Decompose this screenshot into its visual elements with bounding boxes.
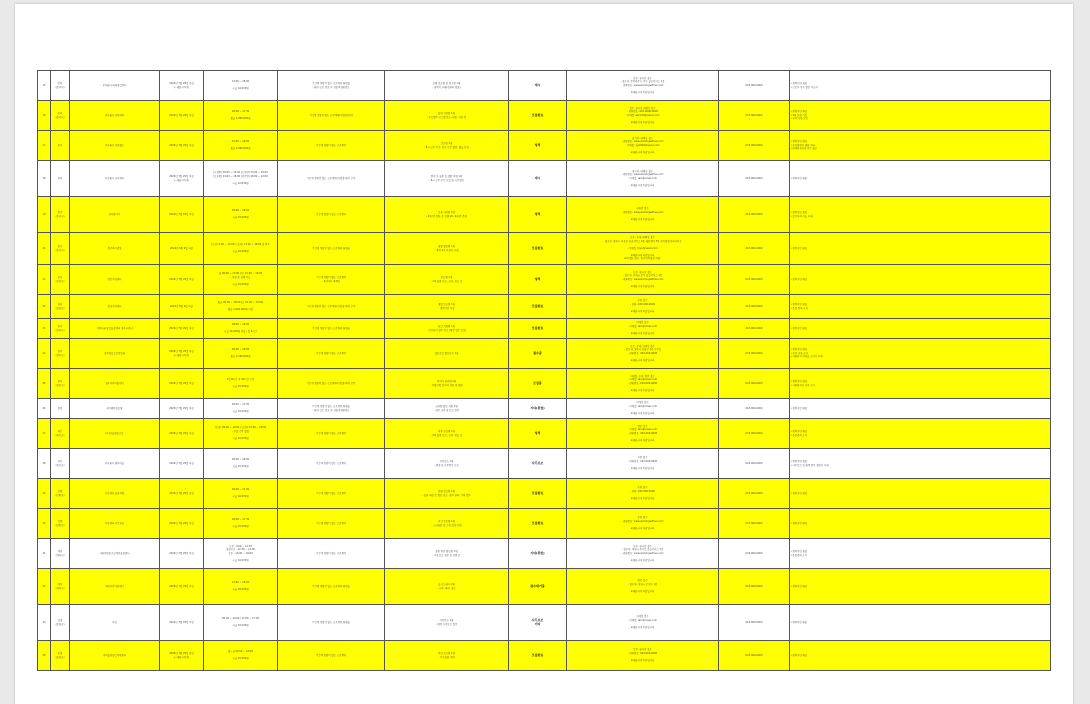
row-period: 2024년 7월 29일 마감 <box>160 509 204 539</box>
row-status: 모집완료 <box>509 295 567 319</box>
row-position: 방과 후 돌봄 및 생활 지원 1명 - 8시 근무 주간 요일 및 시간협의 <box>385 161 509 197</box>
row-contact: 이메일 접수 - 이메일: abc@naver.com ※채용시에 마감됩니다 <box>567 605 719 641</box>
row-status: 성적 <box>509 265 567 295</box>
row-hours: 월금 09:00 ~ 18:00 (토 10:00 ~ 13:00) 월급 1,900,000원 이상 <box>204 295 278 319</box>
row-period: 2024년 7월 29일 마감 (~채용시까지) <box>160 161 204 197</box>
row-note: •경력자만 채용 •사무보조 및 회계 업무 경험자 우대 <box>790 449 1051 479</box>
job-listing-table <box>37 70 1051 671</box>
row-contact: 접수, 잠시만 대해성 접수 - 전화번호: 043-0000-0000 - 이메일: abc123@naver.com ※채용시에 마감됩니다 <box>567 101 719 131</box>
row-hours: 09:00 ~ 18:00 월급 2,100,000원 <box>204 339 278 369</box>
row-number: 15 <box>38 71 51 101</box>
row-status: 사무보조 기타 <box>509 605 567 641</box>
row-position: 급식 조리사 1명 - 조리, 배식, 청소 <box>385 569 509 605</box>
row-position: 교육원 활동 지원 1명 - 전문 교육 및 보조 업무 <box>385 399 509 419</box>
row-hours: 월~금 09:00 ~ 18:00 시급 10,030원 <box>204 641 278 671</box>
table-row <box>38 101 1051 131</box>
row-number: 24 <box>38 339 51 369</box>
row-organization: 제천지역자활센터 <box>70 569 160 605</box>
row-hours: 13:00 ~ 18:00 시급 10,030원 <box>204 71 278 101</box>
row-phone: 043-000-0000 <box>719 369 790 399</box>
row-period: 2024년 7월 29일 마감 <box>160 131 204 161</box>
row-number: 33 <box>38 605 51 641</box>
row-contract: 기간제 정황의 없는 근로계약 회원들 <box>278 569 385 605</box>
row-period: 2024년 7월 29일 마감 <box>160 319 204 339</box>
row-contact: 이메일 접수 - 이메일: abc@naver.com ※채용시에 마감됩니다 <box>567 399 719 419</box>
row-contract: 기간제 정황의 없는 근로계약 회원들 - 회차 근로 만료 후 상용직전환검토 <box>278 399 385 419</box>
row-contact: 보은, 우체, 대해성 접수 - 접수처: 충주시 주우로 공공서비스 4층 대응센터 3층 전자결재 관리사무소 - 이메일: hiyo@naver.com ※채용시에 마감됩니다 ※이메일: 발신 ‘충주하이생협 지원’ <box>567 233 719 265</box>
row-phone: 043-000-0000 <box>719 265 790 295</box>
table-row <box>38 369 1051 399</box>
row-organization: 주민센터 주간보호 <box>70 509 160 539</box>
row-number: 17 <box>38 131 51 161</box>
row-position: 용역 자료원 1명 - 주요업무 시스템 보조, 대응, 서류 업 <box>385 101 509 131</box>
row-contact: 우편 접수 - 전화: 043-000-0000 ※채용시에 마감됩니다 <box>567 479 719 509</box>
row-organization: 사회적협동조합제천돌봄센터 <box>70 539 160 569</box>
row-number: 30 <box>38 509 51 539</box>
row-note: •경력자만 채용 <box>790 319 1051 339</box>
row-period: 2024년 7월 29일 마감 (~채용시까지) <box>160 641 204 671</box>
row-position: 보육 자료원 1명 - 4세 반 정원, 총 인원 20, 4세 반 운영 <box>385 197 509 233</box>
table-row <box>38 197 1051 233</box>
row-contract: 기간제 정황의 없는 근로계약 <box>278 339 385 369</box>
row-period: 2024년 7월 29일 마감 <box>160 479 204 509</box>
row-region: 제천 (제천시) <box>51 569 70 605</box>
row-period: 2024년 7월 29일 마감 <box>160 101 204 131</box>
row-note: •경력자만 채용 •보건자격 가능 우대 <box>790 197 1051 233</box>
row-status: 모집완료 <box>509 479 567 509</box>
row-status: 모집완료 <box>509 233 567 265</box>
table-row <box>38 539 1051 569</box>
row-contract: 기간제 정황의 없는 근로계약 <box>278 131 385 161</box>
row-number: 34 <box>38 641 51 671</box>
row-region: 충북 <box>51 399 70 419</box>
row-hours: 09:00 ~ 17:30 시급 10,030원 <box>204 399 278 419</box>
row-contact: 이메일 접수 - 이메일: abc@naver.com ※채용시에 마감됩니다 <box>567 319 719 339</box>
row-note: •경력자만 채용 •운전면허 소지 <box>790 539 1051 569</box>
row-phone: 043-000-0000 <box>719 295 790 319</box>
row-contact: 우편 접수 - 전화번호: 043-000-0000 ※채용시에 마감됩니다 <box>567 449 719 479</box>
row-region: 진천 (진천군) <box>51 295 70 319</box>
row-hours: (오전반) 09:00 ~ 13:00 (오후반) 13:00 ~ 18:00 (오후반) 14:00 ~ 18:00 (야간반) 18:00 ~ 22:00 시급 10,030원 <box>204 161 278 197</box>
row-contract: 기간제 정황의 없는 근로계약 <box>278 509 385 539</box>
row-region: 괴산 (괴산군) <box>51 419 70 449</box>
row-phone: 043-000-0000 <box>719 449 790 479</box>
row-position: 세부 보조원 1명 - 4세 돌봄 보조, 요리, 청소 등 <box>385 419 509 449</box>
row-contact: 보은, 잠시만 접수 - 접수처: 진천군 주우 공공서비스 1층 - 전화번호: www.workingwithus.or.kr ※채용시에 마감됩니다 <box>567 265 719 295</box>
row-number: 16 <box>38 101 51 131</box>
row-hours: 09:00 ~ 18:00 시급 10,030원 <box>204 197 278 233</box>
row-number: 28 <box>38 449 51 479</box>
row-status: 모집완료 <box>509 641 567 671</box>
row-period: 2024년 8월 9일 마감 <box>160 295 204 319</box>
row-position: 사무보조 1명 - 행정 사무보조 업무 <box>385 605 509 641</box>
row-hours: 08:00 ~ 10:00 / 15:00 ~ 17:00 시급 10,030원 <box>204 605 278 641</box>
row-contact: 보은, 잠시만 접수 - 접수처: 제천시 주우로 공공서비스 1층 - 전화번호: www.workingwithus.or.kr ※채용시에 마감됩니다 <box>567 539 719 569</box>
row-hours: 09:00 ~ 17:30 월급 1,850,000원 <box>204 101 278 131</box>
table-row <box>38 295 1051 319</box>
row-period: 2024년 7월 29일 마감 <box>160 449 204 479</box>
row-contract: 기간제 정황의 없는 근무계약 <box>278 419 385 449</box>
row-note: •경력자만 채용 •사회복지사 자격 소지 <box>790 369 1051 399</box>
row-contract: 기간제 정황의 없는 근로계약 <box>278 449 385 479</box>
row-contact: 보은, 우체, 이메일 접수 - 접수처: 청주시 상당구 1층 사무실 - 전화번호: 043-000-0000 ※채용시에 마감됩니다 <box>567 339 719 369</box>
row-organization: 주식회사 리빙케어 <box>70 101 160 131</box>
table-row <box>38 131 1051 161</box>
row-phone: 043-000-0000 <box>719 479 790 509</box>
table-row <box>38 479 1051 509</box>
row-phone: 043-000-0000 <box>719 509 790 539</box>
row-period: 2024년 7월 29일 마감 (~채용시까지) <box>160 71 204 101</box>
row-number: 22 <box>38 295 51 319</box>
row-phone: 043-000-0000 <box>719 419 790 449</box>
row-region: 제천 (제천시) <box>51 539 70 569</box>
row-status: 게시 <box>509 71 567 101</box>
row-contract: 기간제 정황의 없는 근로계약 <box>278 479 385 509</box>
row-hours: (오전) 9:00 ~ 12:00 / (오후) 13:00 ~ 18:00 중 택 1 시급 10,030원 <box>204 233 278 265</box>
row-period: 2024년 7월 29일 마감 <box>160 399 204 419</box>
row-contract: 기간제 정황의 없는 근로계약 - 1년마다 재계약 <box>278 265 385 295</box>
row-number: 19 <box>38 197 51 233</box>
row-region: 진천 (진천군) <box>51 265 70 295</box>
row-status: 성적 <box>509 197 567 233</box>
table-row <box>38 605 1051 641</box>
row-number: 29 <box>38 479 51 509</box>
row-note: •경력자만 채용 <box>790 233 1051 265</box>
row-number: 31 <box>38 539 51 569</box>
row-region: 청주 (청주시) <box>51 319 70 339</box>
row-phone: 043-000-0000 <box>719 399 790 419</box>
row-position: 간호원 1명 - 8시 근무 주간, 야간 근무 없음, 월급 보장 <box>385 131 509 161</box>
row-contract: 기간제 정황의 없는 근로계약 회원들 <box>278 233 385 265</box>
row-position: 보조원 1명 - 4세 돌봄 보조, 요리, 청소 등 <box>385 265 509 295</box>
row-position: 주간 보호원 1명 - 노인돌봄 및 그외 일상 지원 <box>385 509 509 539</box>
row-note: •경력자만 채용 •운전면허 소지 <box>790 419 1051 449</box>
row-note: •경력자만 채용 <box>790 399 1051 419</box>
row-organization: 주식회사 온리케어 <box>70 161 160 197</box>
row-number: 27 <box>38 419 51 449</box>
row-position: 돌봄 전문 활동원 1명 - 아동보호 전문 및 지원 등 <box>385 539 509 569</box>
row-organization: 주민센터 돌봄지원 <box>70 479 160 509</box>
row-number: 23 <box>38 319 51 339</box>
row-period: 2024년 7월 29일 마감 (~채용시까지) <box>160 339 204 369</box>
row-number: 18 <box>38 161 51 197</box>
row-contact: 우편 접수 - 전화번호: www.workingwithus.or.kr ※채용시에 마감됩니다 <box>567 509 719 539</box>
row-number: 32 <box>38 569 51 605</box>
table-row <box>38 71 1051 101</box>
row-region: 충주 (충주시) <box>51 233 70 265</box>
row-note: •경력자만 채용 <box>790 479 1051 509</box>
row-region: 충북 (충주시) <box>51 71 70 101</box>
row-phone: 043-000-0000 <box>719 161 790 197</box>
row-status: 모집완료 <box>509 509 567 539</box>
row-contact: 전화만 접수 - 전화번호: www.workingwithus.or.kr ※채용시에 마감됩니다 <box>567 197 719 233</box>
row-hours: 07:00 ~ 16:00 월급 2,000,000원 <box>204 131 278 161</box>
row-region: 청주 (청주시) <box>51 339 70 369</box>
row-hours: 오전 : 9:00 ~ 12:30 점심시간 : 12:30 ~ 13:00 오후 : 13:00 ~ 18:00 시급 10,030원 <box>204 539 278 569</box>
row-contract: 기간제 정황의 없는 근로계약 <box>278 539 385 569</box>
row-position: 참여자 관리원 1명 - 자활사업 참여자 상담 및 행정 <box>385 369 509 399</box>
row-hours: 1일 8시간 주 40시간 근무 시급 10,030원 <box>204 369 278 399</box>
table-row <box>38 509 1051 539</box>
row-status: 성적 <box>509 131 567 161</box>
row-phone: 043-000-0000 <box>719 539 790 569</box>
row-contact: 방문 접수 - 접수처: 제천시 주우로 1층 ※채용시에 마감됩니다 <box>567 569 719 605</box>
row-contract: 기간제 정황의 없는 근로계약 회원들 <box>278 319 385 339</box>
row-note: •경력자만 채용 •운전 자격 소지 •사회복지 자격증 소지자 우대 <box>790 339 1051 369</box>
row-contract: 기간제 정황의 없는 근로계약 회원들 - 회차 근로 만료 후 상용직전환검토 <box>278 71 385 101</box>
table-row <box>38 419 1051 449</box>
row-number: 21 <box>38 265 51 295</box>
row-contract: 기간제 정황의 없는 근무계약 <box>278 197 385 233</box>
row-contact: 보은, 잠시만 접수 - 접수처: 충북충주시 주우 공공서비스 1층 - 전화번호: www.workingwithus.or.kr ※채용시에 마감됩니다 <box>567 71 719 101</box>
row-contract: 기간제 정황의 없는 근로계약 <box>278 641 385 671</box>
row-note: •경력자만 채용 <box>790 605 1051 641</box>
row-hours: 09:00 ~ 17:30 시급 10,030원 <box>204 479 278 509</box>
row-phone: 043-000-0000 <box>719 319 790 339</box>
row-note: •경력자만 채용 <box>790 641 1051 671</box>
table-row <box>38 339 1051 369</box>
row-phone: 043-000-0000 <box>719 71 790 101</box>
row-position: 생활 보조원 1명 - 경력 3년 이상 <box>385 295 509 319</box>
row-status: 기타(휴업) <box>509 399 567 419</box>
row-position: 전환 보조원 1명 - 돌봄 대상 등 활동 보조, 참여 관리, 기록 업무 <box>385 479 509 509</box>
row-region: 단양 (단양군) <box>51 479 70 509</box>
row-phone: 043-000-0000 <box>719 641 790 671</box>
row-phone: 043-000-0000 <box>719 197 790 233</box>
row-organization: 지역돌봄통합지원센터 <box>70 641 160 671</box>
row-note: •경력자만 채용 <box>790 569 1051 605</box>
row-position: 전담 보조원 1명 - 주간돌봄 지원 <box>385 641 509 671</box>
row-organization: 충주하이생협 <box>70 233 160 265</box>
row-note: •경력자만 채용 •근로자 연수 활동 가능자 <box>790 71 1051 101</box>
table-row <box>38 265 1051 295</box>
row-note: •경력자만 채용 <box>790 265 1051 295</box>
row-status: 성적 <box>509 419 567 449</box>
row-contact: 우편 접수 - 전화: 043-000-0000 ※채용시에 마감됩니다 <box>567 295 719 319</box>
row-period: 2024년 7월 29일 마감 <box>160 539 204 569</box>
row-organization: 생산지역센터 <box>70 265 160 295</box>
row-position: 생활 활동원 1명 - 경력 3년 이상자 우대 <box>385 233 509 265</box>
table-row <box>38 569 1051 605</box>
document-page <box>15 4 1073 704</box>
row-region: 증평 (증평군) <box>51 605 70 641</box>
row-position: 협동조합 활동보조 1명 <box>385 339 509 369</box>
row-organization: 음성지역센터 <box>70 295 160 319</box>
row-number: 25 <box>38 369 51 399</box>
row-status: 게시 <box>509 161 567 197</box>
row-organization: (주)마을협동조합 <box>70 419 160 449</box>
row-organization: 주식회사 대륙종합센터 <box>70 71 160 101</box>
row-region: 단양 (단양군) <box>51 509 70 539</box>
table-row <box>38 449 1051 479</box>
row-organization: (주)원더가 <box>70 197 160 233</box>
row-period: 2024년 7월 29일 마감 <box>160 265 204 295</box>
row-hours: 13:00 ~ 18:00 시급 10,030원 <box>204 569 278 605</box>
row-number: 26 <box>38 399 51 419</box>
row-organization: 주식회사 행복마을 <box>70 449 160 479</box>
row-region: 충주 <box>51 131 70 161</box>
row-contract: 기간제 정황의 없는 근로계약 회원들 <box>278 605 385 641</box>
row-hours: 09:00 ~ 18:00 시급 10,030원 이상 / 일 5시간 <box>204 319 278 339</box>
row-period: 2024년 7월 29일 마감 <box>160 569 204 605</box>
row-position: 전행 보조원 및 청소원 1명 - 경력자 우대(컴퓨터 활용) <box>385 71 509 101</box>
row-contact: 잠시만, 대해성 접수 - 전화번호: www.workingwithus.or.kr - 이메일: yg1000@naver.com ※채용시에 마감됩니다 <box>567 131 719 161</box>
row-status: 기타(휴업) <box>509 539 567 569</box>
row-organization: 부림 <box>70 605 160 641</box>
row-note: •경력자만 채용 •4대 보험 가입 •국적 사항 요망 <box>790 101 1051 131</box>
row-phone: 043-000-0000 <box>719 339 790 369</box>
table-row <box>38 319 1051 339</box>
row-organization: (주)행복한동행 <box>70 399 160 419</box>
row-contact: 이메일, 우편, 방문 접수 - 이메일: abc@naver.com - 전화번호: 043-000-0000 ※채용시에 마감됩니다 <box>567 369 719 399</box>
row-phone: 043-000-0000 <box>719 131 790 161</box>
row-period: 2024년 7월 29일 마감 <box>160 369 204 399</box>
row-contact: 방문 접수 - 이메일: abc@naver.com - 전화번호: 043-000-0000 ※채용시에 마감됩니다 <box>567 419 719 449</box>
row-phone: 043-000-0000 <box>719 569 790 605</box>
row-status: 접수중 <box>509 339 567 369</box>
row-contract: 기간제 정황의 없는 근로계약(사업장에서) 근무 <box>278 369 385 399</box>
row-period: 2024년 7월 29일 마감 <box>160 419 204 449</box>
row-hours: 09:00 ~ 18:00 시급 10,030원 <box>204 449 278 479</box>
row-organization: 청주지역자활센터 <box>70 369 160 399</box>
row-contract: 기간제 정황의 없는 근무계약(사업장에서) <box>278 101 385 131</box>
row-note: •경력자만 채용 •운전경력자 채용 우대 •화재안전교육 이수 필요 <box>790 131 1051 161</box>
row-region: 충북 <box>51 161 70 197</box>
row-period: 2024년 7월 29일 마감 <box>160 197 204 233</box>
row-period: 2024년 7월 29일 마감 <box>160 605 204 641</box>
row-phone: 043-000-0000 <box>719 101 790 131</box>
row-contact: 잠시만, 대해성 접수 - 전화번호: www.workingwithus.or.kr - 이메일: abc@naver.com ※채용시에 마감됩니다 <box>567 161 719 197</box>
row-status: 모집중 <box>509 369 567 399</box>
row-note: •경력자만 채용 •운전 면허 소지 <box>790 295 1051 319</box>
row-region: 충주 (충주시) <box>51 101 70 131</box>
row-region: 충주 (충주시) <box>51 197 70 233</box>
row-region: 증평 (증평군) <box>51 641 70 671</box>
table-row <box>38 641 1051 671</box>
row-note: •경력자만 채용 <box>790 509 1051 539</box>
row-period: 2024년 8월 9일 마감 <box>160 233 204 265</box>
table-row <box>38 161 1051 197</box>
row-hours: 중 09:00 ~ 17:00 (토) 13:00 ~ 18:00 - 주말 중 선택 가능 시급 10,030원 <box>204 265 278 295</box>
row-region: 청주 (청주시) <box>51 369 70 399</box>
row-contact: 보은, 잠시만 접수 - 전화번호: 043-000-0000 ※채용시에 마감됩니다 <box>567 641 719 671</box>
row-note: •경력자만 채용 <box>790 161 1051 197</box>
row-phone: 043-000-0000 <box>719 605 790 641</box>
row-status: 모집완료 <box>509 101 567 131</box>
table-row <box>38 399 1051 419</box>
row-status: 접수대기중 <box>509 569 567 605</box>
row-region: 괴산 (괴산군) <box>51 449 70 479</box>
row-status: 사무보조 <box>509 449 567 479</box>
row-hours: 09:00 ~ 17:30 시급 10,030원 <box>204 509 278 539</box>
row-contract: 기간제 정황의 없는 근로계약(사업장에서) 근무 <box>278 161 385 197</box>
row-position: 통합 지원원 1명 - 건강관리 업무 보조 (행정 업무 포함) <box>385 319 509 339</box>
row-organization: 지역사회 통합돌봄센터 청주시센터 <box>70 319 160 339</box>
row-hours: (오전) 09:00 ~ 12:00 / (오후) 13:00 ~ 18:00 - 주말 근무 없음 시급 10,030원 <box>204 419 278 449</box>
row-phone: 043-000-0000 <box>719 233 790 265</box>
table-row <box>38 233 1051 265</box>
row-contract: 기간제 정황의 없는 근무계약(사업장에서) 근무 <box>278 295 385 319</box>
row-position: 사무보조 1명 - 행정 및 사무업무 보조 <box>385 449 509 479</box>
row-organization: 주식회사 이음헬스 <box>70 131 160 161</box>
row-number: 20 <box>38 233 51 265</box>
row-organization: 충북협동조합연합회 <box>70 339 160 369</box>
row-status: 모집완료 <box>509 319 567 339</box>
